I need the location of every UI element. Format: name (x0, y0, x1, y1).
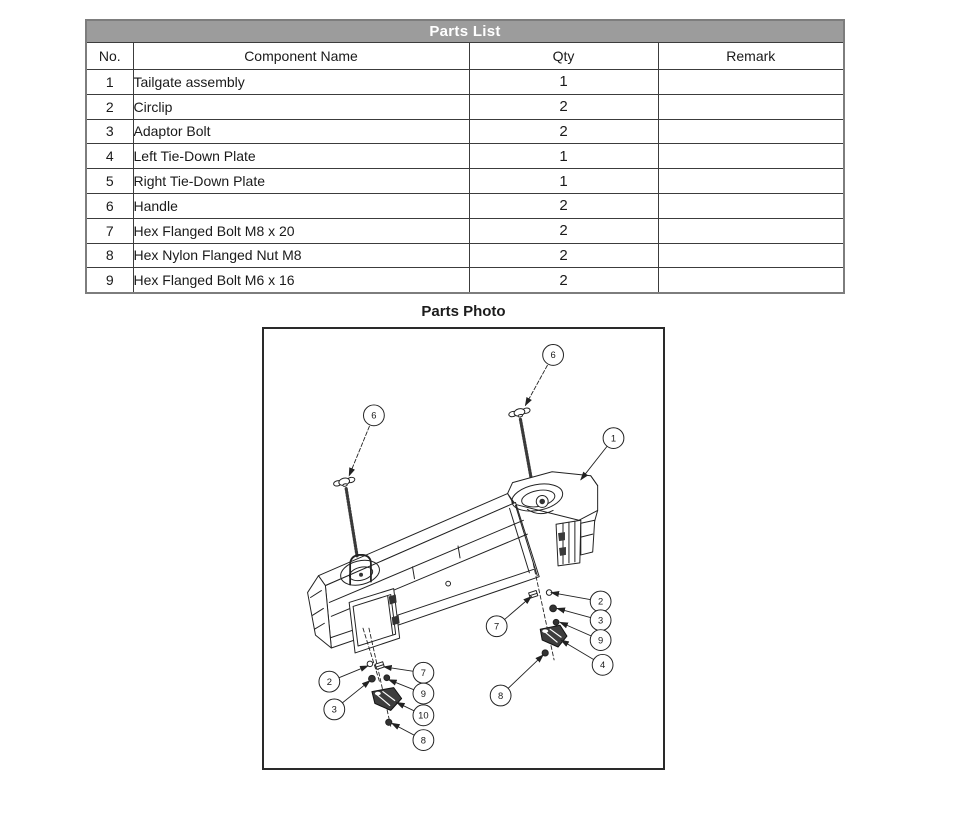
cell-no: 7 (86, 218, 133, 243)
table-row (86, 94, 844, 119)
column-header-qty: Qty (469, 43, 658, 70)
parts-photo-box (262, 327, 665, 770)
tailgate-body (308, 472, 598, 653)
column-header-remark: Remark (658, 43, 844, 70)
cell-qty: 2 (469, 193, 658, 218)
table-row (86, 119, 844, 144)
cell-qty: 2 (469, 268, 658, 293)
cell-qty: 1 (469, 70, 658, 95)
cell-qty: 1 (469, 169, 658, 194)
parts-photo-title: Parts Photo (421, 303, 506, 320)
tailgate-exploded-diagram (264, 329, 663, 768)
callout-number: 7 (494, 620, 500, 632)
handle-bolt-right (508, 406, 532, 484)
cell-qty: 2 (469, 218, 658, 243)
parts-list-title: Parts List (86, 20, 844, 43)
cell-remark (658, 243, 844, 268)
callout-number: 2 (598, 595, 604, 607)
cell-remark (658, 218, 844, 243)
callout-number: 9 (598, 634, 604, 646)
callout-number: 2 (326, 675, 332, 687)
table-row (86, 243, 844, 268)
cell-name: Hex Nylon Flanged Nut M8 (133, 243, 469, 268)
column-header-no-: No. (86, 43, 133, 70)
parts-list-body (86, 70, 844, 294)
column-header-component-name: Component Name (133, 43, 469, 70)
handle-bolt-left (333, 476, 357, 556)
parts-list-table (85, 19, 845, 294)
table-row (86, 218, 844, 243)
cell-no: 3 (86, 119, 133, 144)
cell-qty: 2 (469, 94, 658, 119)
table-row (86, 169, 844, 194)
callout-number: 3 (331, 703, 337, 715)
table-row (86, 193, 844, 218)
cell-remark (658, 268, 844, 293)
cell-no: 4 (86, 144, 133, 169)
parts-list-title-row (86, 20, 844, 43)
cell-no: 8 (86, 243, 133, 268)
callout-number: 3 (598, 614, 604, 626)
callout-number: 6 (371, 409, 377, 421)
callout-number: 9 (420, 687, 427, 699)
cell-remark (658, 193, 844, 218)
cell-remark (658, 119, 844, 144)
cell-remark (658, 70, 844, 95)
cell-name: Tailgate assembly (133, 70, 469, 95)
table-row (86, 70, 844, 95)
cell-name: Handle (133, 193, 469, 218)
cell-name: Adaptor Bolt (133, 119, 469, 144)
cell-qty: 1 (469, 144, 658, 169)
callout-number: 6 (550, 349, 556, 361)
cell-name: Right Tie-Down Plate (133, 169, 469, 194)
callout-number: 7 (420, 667, 427, 679)
cell-no: 2 (86, 94, 133, 119)
cell-no: 6 (86, 193, 133, 218)
cell-remark (658, 94, 844, 119)
parts-list-header-row (86, 43, 844, 70)
callout-number: 10 (418, 709, 429, 721)
cell-no: 1 (86, 70, 133, 95)
cell-no: 9 (86, 268, 133, 293)
table-row (86, 144, 844, 169)
table-row (86, 268, 844, 293)
cell-qty: 2 (469, 243, 658, 268)
cell-no: 5 (86, 169, 133, 194)
cell-name: Left Tie-Down Plate (133, 144, 469, 169)
cell-name: Circlip (133, 94, 469, 119)
callout-number: 4 (599, 659, 606, 671)
callout-number: 8 (498, 689, 504, 701)
cell-remark (658, 144, 844, 169)
callout-number: 1 (610, 432, 617, 444)
callout-number: 8 (420, 734, 427, 746)
cell-name: Hex Flanged Bolt M8 x 20 (133, 218, 469, 243)
cell-name: Hex Flanged Bolt M6 x 16 (133, 268, 469, 293)
cell-remark (658, 169, 844, 194)
cell-qty: 2 (469, 119, 658, 144)
